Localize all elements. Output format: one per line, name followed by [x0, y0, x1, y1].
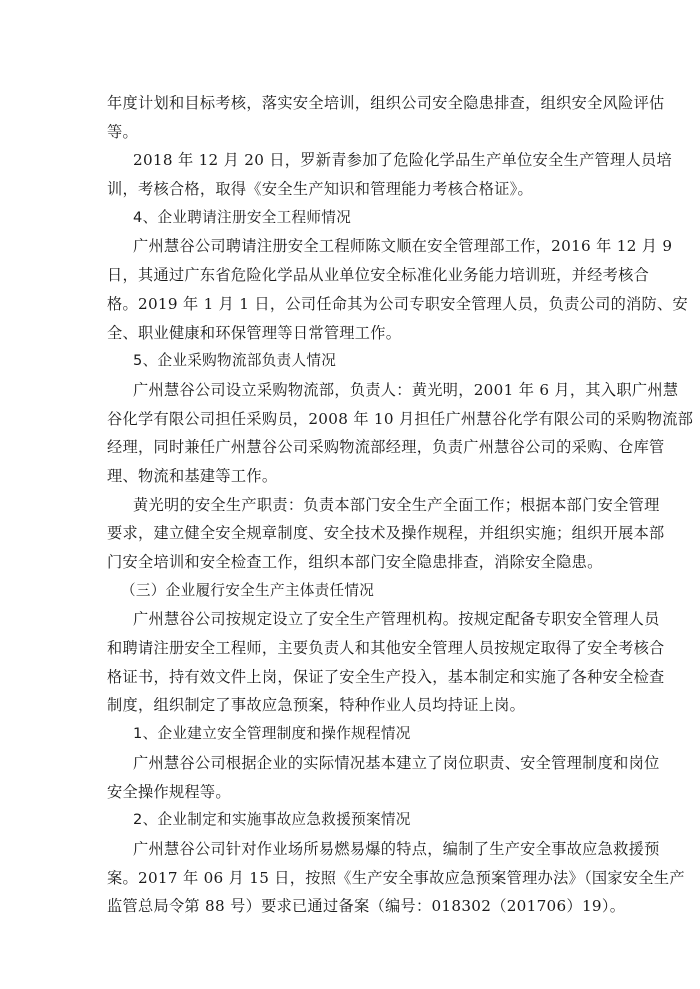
body-text-line: 门安全培训和安全检查工作，组织本部门安全隐患排查，消除安全隐患。 — [107, 553, 603, 571]
section-heading: 1、企业建立安全管理制度和操作规程情况 — [133, 725, 411, 743]
body-text-line: 监管总局令第 88 号）要求已通过备案（编号：018302（201706）19）。 — [107, 897, 626, 916]
body-text-line: 格。2019 年 1 月 1 日，公司任命其为公司专职安全管理人员，负责公司的消防、安 — [107, 294, 689, 313]
body-text-line: 格证书，持有效文件上岗，保证了安全生产投入，基本制定和实施了各种安全检查 — [107, 667, 665, 686]
body-text-line: 理、物流和基建等工作。 — [107, 466, 278, 485]
body-text-line: 日，其通过广东省危险化学品从业单位安全标准化业务能力培训班，并经考核合 — [107, 266, 650, 285]
body-text-line: 全、职业健康和环保管理等日常管理工作。 — [107, 323, 402, 342]
body-text-line: 年度计划和目标考核，落实安全培训，组织公司安全隐患排查，组织安全风险评估 — [107, 94, 665, 112]
body-text-line: 等。 — [107, 122, 138, 141]
section-heading: （三）企业履行安全生产主体责任情况 — [121, 581, 375, 599]
body-text-line: 案。2017 年 06 月 15 日，按照《生产安全事故应急预案管理办法》（国家安全生产 — [107, 868, 685, 887]
body-text-line: 谷化学有限公司担任采购员，2008 年 10 月担任广州慧谷化学有限公司的采购物流部 — [107, 409, 694, 428]
body-text-line: 广州慧谷公司针对作业场所易燃易爆的特点，编制了生产安全事故应急救援预 — [133, 839, 660, 858]
section-heading: 4、企业聘请注册安全工程师情况 — [133, 208, 352, 226]
section-heading: 2、企业制定和实施事故应急救援预案情况 — [133, 811, 411, 829]
body-text-line: 黄光明的安全生产职责：负责本部门安全生产全面工作；根据本部门安全管理 — [133, 495, 660, 514]
body-text-line: 安全操作规程等。 — [107, 782, 231, 801]
body-text-line: 经理，同时兼任广州慧谷公司采购物流部经理，负责广州慧谷公司的采购、仓库管 — [107, 438, 665, 457]
body-text-line: 广州慧谷公司根据企业的实际情况基本建立了岗位职责、安全管理制度和岗位 — [133, 753, 660, 772]
body-text-line: 制度，组织制定了事故应急预案，特种作业人员均持证上岗。 — [107, 696, 526, 715]
body-text-line: 2018 年 12 月 20 日，罗新青参加了危险化学品生产单位安全生产管理人员培 — [133, 151, 672, 170]
document-body — [107, 89, 694, 921]
body-text-line: 要求，建立健全安全规章制度、安全技术及操作规程，并组织实施；组织开展本部 — [107, 524, 665, 543]
body-text-line: 广州慧谷公司按规定设立了安全生产管理机构。按规定配备专职安全管理人员 — [133, 610, 660, 629]
body-text-line: 训，考核合格，取得《安全生产知识和管理能力考核合格证》。 — [107, 180, 534, 199]
body-text-line: 广州慧谷公司设立采购物流部，负责人：黄光明，2001 年 6 月，其入职广州慧 — [133, 380, 679, 399]
section-heading: 5、企业采购物流部负责人情况 — [133, 352, 337, 370]
body-text-line: 和聘请注册安全工程师，主要负责人和其他安全管理人员按规定取得了安全考核合 — [107, 639, 665, 658]
body-text-line: 广州慧谷公司聘请注册安全工程师陈文顺在安全管理部工作，2016 年 12 月 9 — [133, 237, 673, 256]
